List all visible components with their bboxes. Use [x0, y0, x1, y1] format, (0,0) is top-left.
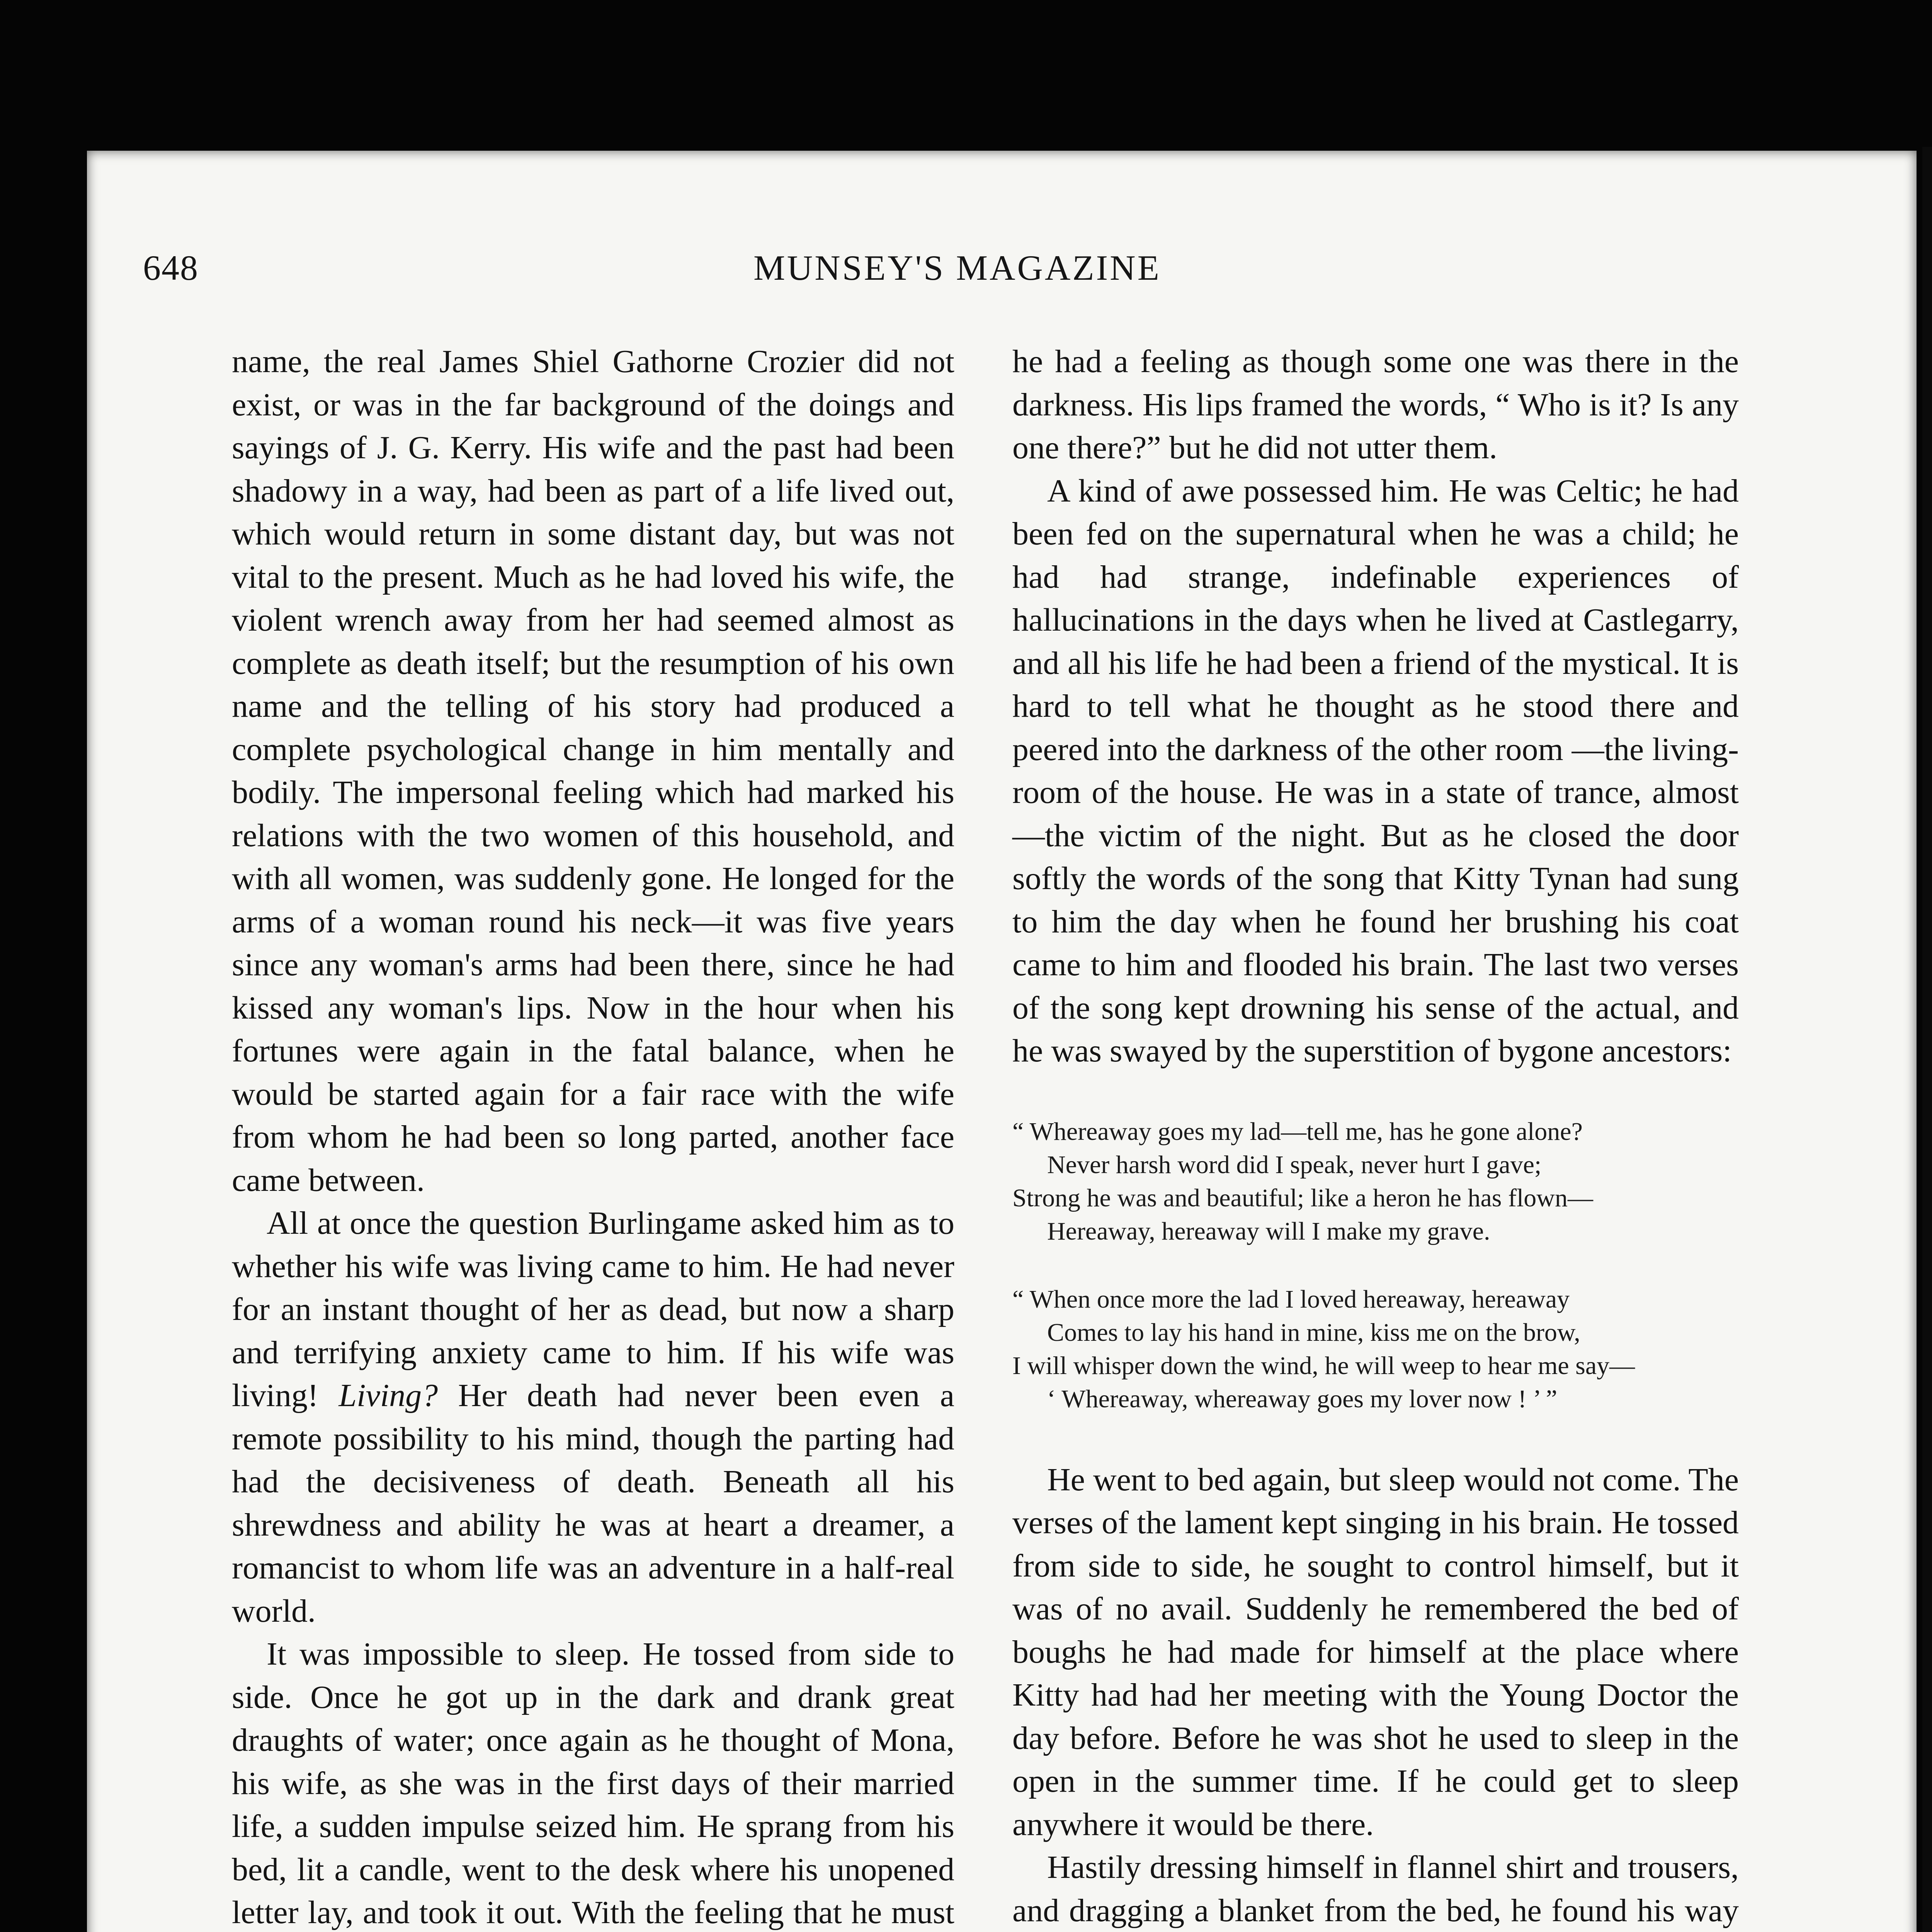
- stanza: [1012, 1115, 1739, 1248]
- emphasis-text: Living?: [338, 1378, 438, 1413]
- right-column: [1012, 340, 1739, 1932]
- paragraph: name, the real James Shiel Gathorne Crozier did not exist, or was in the far background of the doings and sayings of J. G. Kerry. His wife and the past had been shadowy in a way, had been as part of a life lived out, which would return in some distant day, but was not vital to the present. Much as he had loved his wife, the violent wrench away from her had seemed almost as complete as death itself; but the resumption of his own name and the telling of his story had produced a complete psychological change in him mentally and bodily. The impersonal feeling which had marked his relations with the two women of this household, and with all women, was suddenly gone. He longed for the arms of a woman round his neck—it was five years since any woman's arms had been there, since he had kissed any woman's lips. Now in the hour when his fortunes were again in the fatal balance, when he would be started again for a fair race with the wife from whom he had been so long parted, another face came between.: [232, 344, 954, 1198]
- magazine-title: MUNSEY'S MAGAZINE: [753, 248, 1161, 287]
- running-head: [143, 247, 1754, 294]
- verse-line: “ Whereaway goes my lad—tell me, has he gone alone?: [1012, 1117, 1583, 1146]
- verse-line: Never harsh word did I speak, never hurt I gave;: [1047, 1150, 1542, 1179]
- song-verse: [1012, 1115, 1739, 1416]
- paragraph: Hastily dressing himself in flannel shirt and trousers, and dragging a blanket from the bed, he found his way: [1012, 1849, 1739, 1929]
- verse-line: ‘ Whereaway, whereaway goes my lover now ! ’ ”: [1047, 1384, 1558, 1413]
- paragraph: He went to bed again, but sleep would not come. The verses of the lament kept singing in his brain. He tossed from side to side, he sought to control himself, but it was of no avail. Suddenly he remembered the bed of boughs he had made for himself at the place where Kitty had had her meeting with the Young Doctor the day before. Before he was shot he used to sleep in the open in the summer time. If he could get to sleep anywhere it would be there.: [1012, 1461, 1739, 1842]
- verse-line: Strong he was and beautiful; like a heron he has flown—: [1012, 1184, 1593, 1212]
- left-column: [232, 340, 954, 1932]
- paragraph: All at once the question Burlingame asked him as to whether his wife was living came to him. He had never for an instant thought of her as dead, but now a sharp and terrifying anxiety came to him. If his wife was living! Living? Her death had never been even a remote possibility to his mind, though the parting had had the decisiveness of death. Beneath all his shrewdness and ability he was at heart a dreamer, a romancist to whom life was an adventure in a half-real world.: [232, 1205, 954, 1629]
- paragraph: It was impossible to sleep. He tossed from side to side. Once he got up in the dark and drank great draughts of water; once again as he thought of Mona, his wife, as she was in the first days of their married life, a sudden impulse seized him. He sprang from his bed, lit a candle, went to the desk where his unopened letter lay, and took it out. With the feeling that he must: [232, 1636, 954, 1930]
- verse-line: Hereaway, hereaway will I make my grave.: [1047, 1217, 1490, 1245]
- verse-line: I will whisper down the wind, he will weep to hear me say—: [1012, 1351, 1635, 1380]
- stanza: [1012, 1283, 1739, 1416]
- verse-line: Comes to lay his hand in mine, kiss me on the brow,: [1047, 1318, 1580, 1347]
- verse-line: “ When once more the lad I loved hereaway, hereaway: [1012, 1285, 1570, 1313]
- page-number: 648: [143, 248, 199, 287]
- facing-page-edge: [1922, 147, 1932, 1932]
- paragraph: A kind of awe possessed him. He was Celtic; he had been fed on the supernatural when he was a child; he had had strange, indefinable experiences of hallucinations in the days when he lived at Castlegarry, and all his life he had been a friend of the mystical. It is hard to tell what he thought as he stood there and peered into the darkness of the other room —the living-room of the house. He was in a state of trance, almost—the victim of the night. But as he closed the door softly the words of the song that Kitty Tynan had sung to him the day when he found her brushing his coat came to him and flooded his brain. The last two verses of the song kept drowning his sense of the actual, and he was swayed by the superstition of bygone ancestors:: [1012, 473, 1739, 1069]
- paragraph: he had a feeling as though some one was there in the darkness. His lips framed the words, “ Who is it? Is any one there?” but he did not utter them.: [1012, 344, 1739, 466]
